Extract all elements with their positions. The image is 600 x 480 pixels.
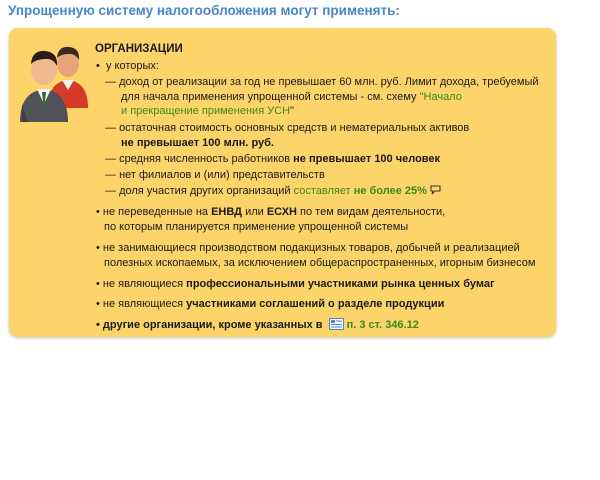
- organizations-panel: [9, 28, 556, 337]
- bullet: •: [96, 60, 100, 72]
- document-icon[interactable]: [329, 318, 344, 330]
- dash: —: [105, 169, 116, 181]
- securities-bold: профессиональными участниками рынка ценных бумаг: [186, 278, 495, 290]
- psa-pre: не являющиеся: [102, 298, 187, 310]
- bullet: •: [96, 206, 100, 218]
- dash: —: [105, 76, 116, 88]
- condition-excise-line2: полезных ископаемых, за исключением общераспространенных, игорным бизнесом: [104, 257, 536, 269]
- employees-text: средняя численность работников: [119, 153, 294, 165]
- condition-share: [105, 184, 441, 198]
- list-item-who: [96, 59, 159, 73]
- assets-text: остаточная стоимость основных средств и нематериальных активов: [119, 122, 470, 134]
- share-limit: не более 25%: [353, 185, 427, 197]
- assets-limit: не превышает 100 млн. руб.: [121, 137, 274, 149]
- condition-income-line3: [121, 104, 294, 118]
- branches-text: нет филиалов и (или) представительств: [119, 169, 325, 181]
- heading-organizations: ОРГАНИЗАЦИИ: [95, 43, 183, 55]
- securities-pre: не являющиеся: [102, 278, 187, 290]
- speech-bubble-icon[interactable]: [430, 185, 441, 195]
- scheme-link[interactable]: "Начало: [419, 91, 462, 103]
- scheme-link-cont[interactable]: и прекращение применения УСН: [121, 105, 291, 117]
- condition-assets: [105, 121, 469, 135]
- condition-securities: [96, 277, 495, 291]
- page-title: Упрощенную систему налогообложения могут применять:: [8, 3, 400, 18]
- condition-income: [105, 75, 539, 89]
- bullet1-label: у которых:: [105, 60, 159, 72]
- excise-text: не занимающиеся производством подакцизных товаров, добычей и реализацией: [102, 242, 520, 254]
- condition-branches: [105, 168, 325, 182]
- bullet: •: [96, 242, 100, 254]
- article-link[interactable]: п. 3 ст. 346.12: [346, 319, 419, 331]
- quote-close: ": [290, 105, 294, 117]
- other-text: другие организации, кроме указанных в: [102, 319, 326, 331]
- bullet: •: [96, 319, 100, 331]
- condition-other: [96, 318, 419, 332]
- bullet: •: [96, 278, 100, 290]
- eshn-label: ЕСХН: [266, 206, 297, 218]
- dash: —: [105, 153, 116, 165]
- condition-envd: [96, 205, 445, 219]
- income-text-2: для начала применения упрощенной системы - см. схему: [121, 91, 420, 103]
- bullet: •: [96, 298, 100, 310]
- condition-psa: [96, 297, 444, 311]
- envd-label: ЕНВД: [211, 206, 243, 218]
- income-text: доход от реализации за год не превышает 60 млн. руб. Лимит дохода, требуемый: [119, 76, 539, 88]
- dash: —: [105, 122, 116, 134]
- condition-income-line2: [121, 90, 462, 104]
- envd-or: или: [242, 206, 267, 218]
- envd-pre: не переведенные на: [102, 206, 212, 218]
- condition-employees: [105, 152, 440, 166]
- employees-limit: не превышает 100 человек: [293, 153, 441, 165]
- condition-envd-line2: по которым планируется применение упрощенной системы: [104, 221, 409, 233]
- condition-excise: [96, 241, 520, 255]
- share-text: доля участия других организаций: [119, 185, 294, 197]
- share-green: составляет: [293, 185, 354, 197]
- dash: —: [105, 185, 116, 197]
- psa-bold: участниками соглашений о разделе продукции: [186, 298, 445, 310]
- envd-post: по тем видам деятельности,: [297, 206, 446, 218]
